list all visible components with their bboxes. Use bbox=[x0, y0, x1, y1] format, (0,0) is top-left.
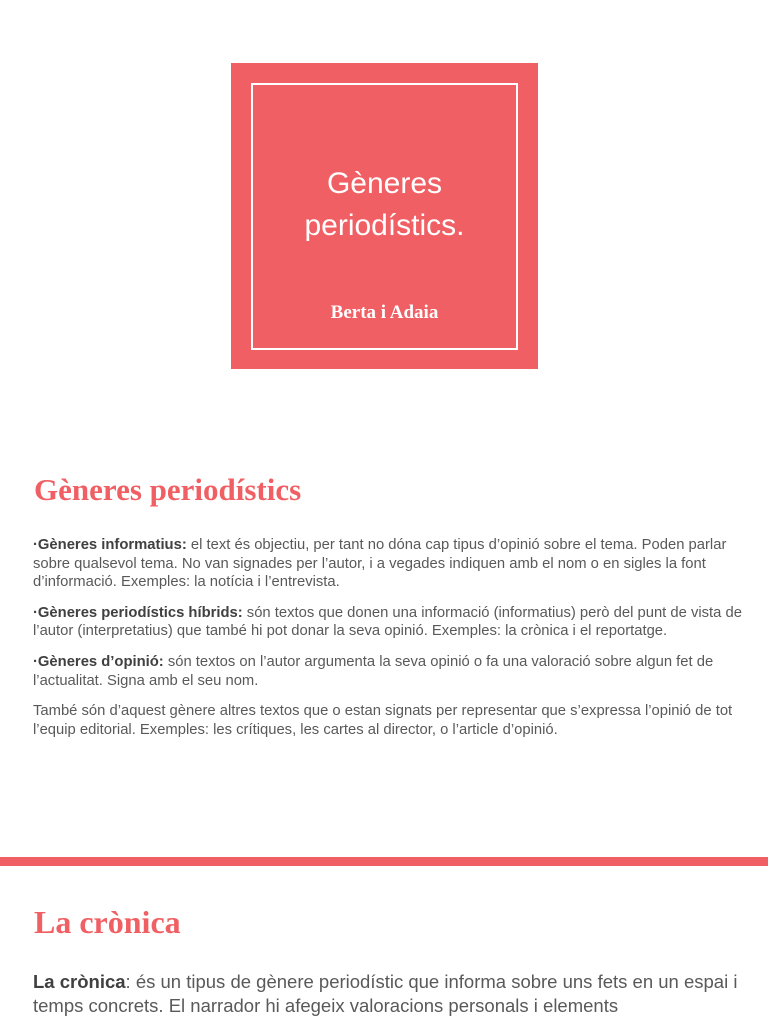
paragraph-bold: ·Gèneres d’opinió: bbox=[33, 653, 164, 670]
paragraph-opinio bbox=[33, 653, 745, 690]
authors: Berta i Adaia bbox=[330, 302, 439, 323]
cronica-slide bbox=[0, 866, 768, 1024]
cronica-text: : és un tipus de gènere periodístic que informa sobre uns fets en un espai i temps concrets. El narrador hi afegeix valoracions personals i elements bbox=[33, 971, 738, 1016]
title-slide bbox=[0, 0, 768, 430]
paragraph-bold: ·Gèneres periodístics híbrids: bbox=[33, 604, 243, 621]
paragraph-text: són textos on l’autor argumenta la seva opinió o fa una valoració sobre algun fet de l’actualitat. Signa amb el seu nom. bbox=[33, 653, 714, 689]
cronica-heading: La crònica bbox=[34, 904, 181, 940]
paragraph-hibrids bbox=[33, 604, 745, 641]
title-line-2: periodístics. bbox=[304, 209, 465, 242]
title-line-1: Gèneres bbox=[326, 167, 443, 200]
genres-slide bbox=[0, 430, 768, 858]
title-card bbox=[231, 63, 538, 369]
cronica-bold: La crònica bbox=[33, 971, 126, 992]
paragraph-bold: ·Gèneres informatius: bbox=[33, 537, 187, 553]
genres-body bbox=[33, 536, 745, 751]
paragraph-text: el text és objectiu, per tant no dóna cap tipus d’opinió sobre el tema. Poden parlar sobre qualsevol tema. No van signades per l’autor, i a vegades indiquen amb el nom o en sigles la font d’informació. Exemples: la notícia i l’entrevista. bbox=[33, 537, 727, 591]
paragraph-altres bbox=[33, 702, 745, 739]
paragraph-text: són textos que donen una informació (informatius) però del punt de vista de l’autor (interpretatius) que també hi pot donar la seva opinió. Exemples: la crònica i el reportatge. bbox=[33, 604, 742, 640]
slide-divider bbox=[0, 857, 768, 866]
genres-heading: Gèneres periodístics bbox=[34, 472, 302, 507]
cronica-body bbox=[33, 970, 745, 1018]
paragraph-text: També són d’aquest gènere altres textos que o estan signats per representar que s’expressa l’opinió de tot l’equip editorial. Exemples: les crítiques, les cartes al director, o l’article d’opinió. bbox=[33, 703, 733, 738]
presentation-title bbox=[231, 163, 538, 247]
paragraph-informatius bbox=[33, 536, 745, 592]
